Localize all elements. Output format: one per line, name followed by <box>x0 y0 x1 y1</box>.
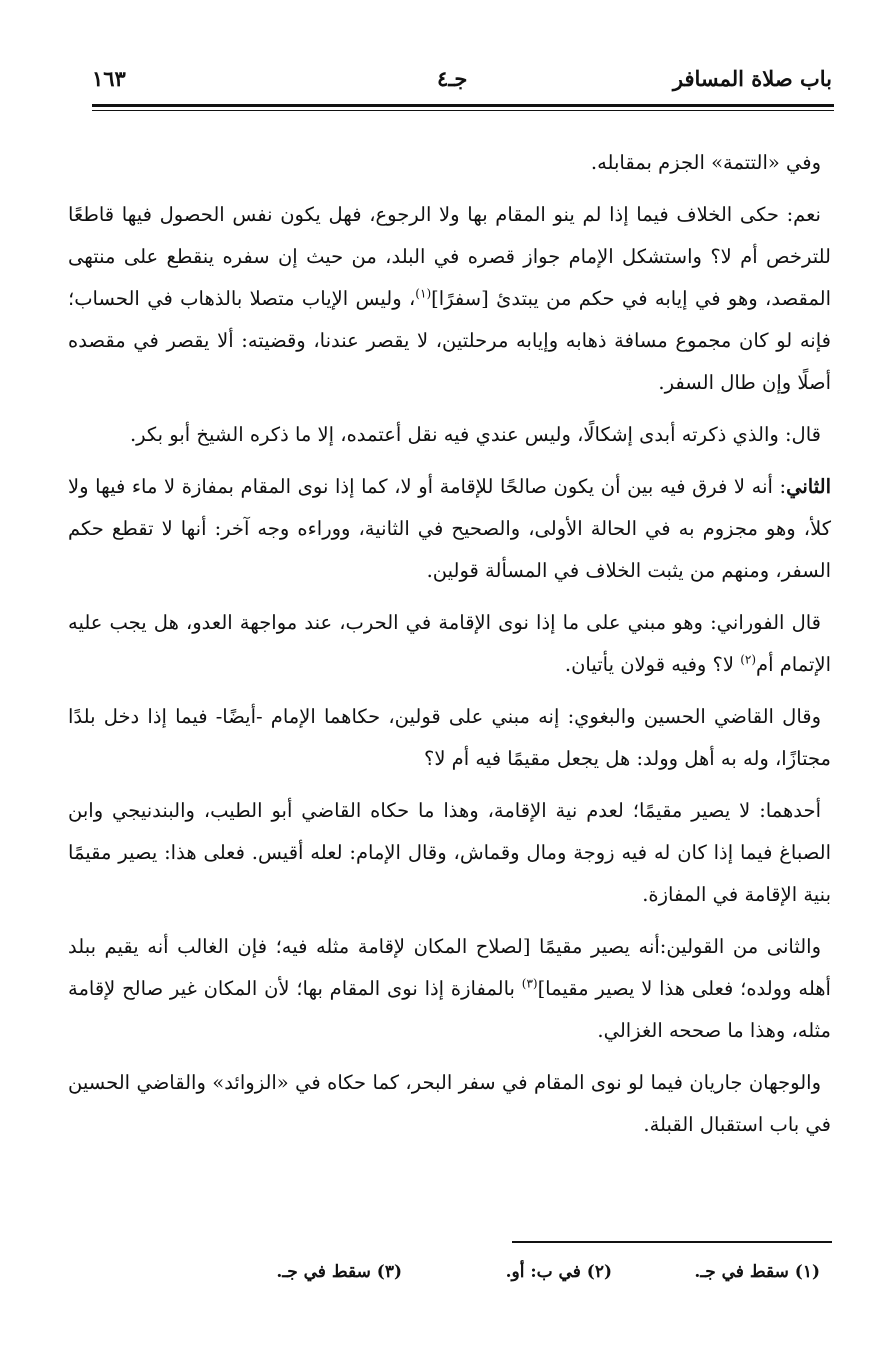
footnote-ref[interactable]: (٢) <box>740 652 757 667</box>
chapter-title: باب صلاة المسافر <box>672 66 832 91</box>
footnote-number: (١) <box>794 1262 820 1282</box>
paragraph-text-cont: لا؟ وفيه قولان يأتيان. <box>564 653 741 676</box>
header-rule-thick <box>92 104 834 107</box>
paragraph <box>68 926 831 1052</box>
paragraph-text-cont: ، وليس الإياب متصلا بالذهاب في الحساب؛ فإنه لو كان مجموع مسافة ذهابه وإيابه مرحلتين، لا يقصر عندنا، وقضيته: ألا يقصر في مقصده أصلًا وإن طال السفر. <box>68 287 831 394</box>
volume-label: جـ٤ <box>437 66 468 91</box>
paragraph <box>68 1062 831 1146</box>
paragraph-text: : أنه لا فرق فيه بين أن يكون صالحًا للإقامة أو لا، كما إذا نوى المقام بمفازة لا ماء فيها ولا كلأ، وهو مجزوم به في الحالة الأولى، والصحيح في الثانية، ووراءه وجه آخر: أنها لا تقطع حكم السفر، ومنهم من يثبت الخلاف في المسألة قولين. <box>68 475 831 582</box>
paragraph-text: قال الفوراني: وهو مبني على ما إذا نوى الإقامة في الحرب، عند مواجهة العدو، هل يجب عليه الإتمام أم <box>68 611 831 676</box>
paragraph-text: وفي «التتمة» الجزم بمقابله. <box>590 151 821 174</box>
paragraph <box>68 414 831 456</box>
footnote-ref[interactable]: (٣) <box>521 976 538 991</box>
paragraph <box>68 142 831 184</box>
running-header <box>92 66 832 100</box>
header-rule-thin <box>92 110 834 111</box>
paragraph-text: قال: والذي ذكرته أبدى إشكالًا، وليس عندي فيه نقل أعتمده، إلا ما ذكره الشيخ أبو بكر. <box>129 423 821 446</box>
main-text <box>68 142 831 1146</box>
paragraph <box>68 696 831 780</box>
footnote-separator <box>512 1241 832 1243</box>
footnote-number: (٢) <box>586 1262 612 1282</box>
paragraph <box>68 602 831 686</box>
page-number: ١٦٣ <box>92 66 126 91</box>
footnote-text: في ب: أو. <box>505 1262 581 1282</box>
footnote-3 <box>276 1262 402 1282</box>
paragraph <box>68 466 831 592</box>
paragraph-text: وقال القاضي الحسين والبغوي: إنه مبني على قولين، حكاهما الإمام -أيضًا- فيما إذا دخل بلدًا مجتازًا، وله به أهل وولد: هل يجعل مقيمًا فيه أم لا؟ <box>68 705 831 770</box>
paragraph-text-cont: بالمفازة إذا نوى المقام بها؛ لأن المكان غير صالح لإقامة مثله، وهذا ما صححه الغزالي. <box>68 977 831 1042</box>
paragraph-lead: الثاني <box>786 475 831 498</box>
footnote-ref[interactable]: (١) <box>415 286 432 301</box>
footnote-1 <box>694 1262 820 1282</box>
paragraph <box>68 790 831 916</box>
paragraph-text: والثانى من القولين:أنه يصير مقيمًا [لصلاح المكان لإقامة مثله فيه؛ فإن الغالب أنه يقيم ببلد أهله وولده؛ فعلى هذا لا يصير مقيما] <box>68 935 831 1000</box>
paragraph <box>68 194 831 404</box>
footnote-2 <box>506 1262 612 1282</box>
footnotes <box>92 1262 832 1298</box>
footnote-text: سقط في جـ. <box>694 1262 789 1282</box>
footnote-number: (٣) <box>376 1262 402 1282</box>
paragraph-text: أحدهما: لا يصير مقيمًا؛ لعدم نية الإقامة، وهذا ما حكاه القاضي أبو الطيب، والبندنيجي وابن الصباغ فيما إذا كان له فيه زوجة ومال وقماش، وقال الإمام: لعله أقيس. فعلى هذا: يصير مقيمًا بنية الإقامة في المفازة. <box>68 799 831 906</box>
footnote-text: سقط في جـ. <box>276 1262 371 1282</box>
paragraph-text: نعم: حكى الخلاف فيما إذا لم ينو المقام بها ولا الرجوع، فهل يكون نفس الحصول فيها قاطعًا للترخص أم لا؟ واستشكل الإمام جواز قصره في البلد، من حيث إن سفره ينقطع على منتهى المقصد، وهو في إيابه في حكم من يبتدئ [سفرًا] <box>68 203 831 310</box>
paragraph-text: والوجهان جاريان فيما لو نوى المقام في سفر البحر، كما حكاه في «الزوائد» والقاضي الحسين في باب استقبال القبلة. <box>68 1071 831 1136</box>
